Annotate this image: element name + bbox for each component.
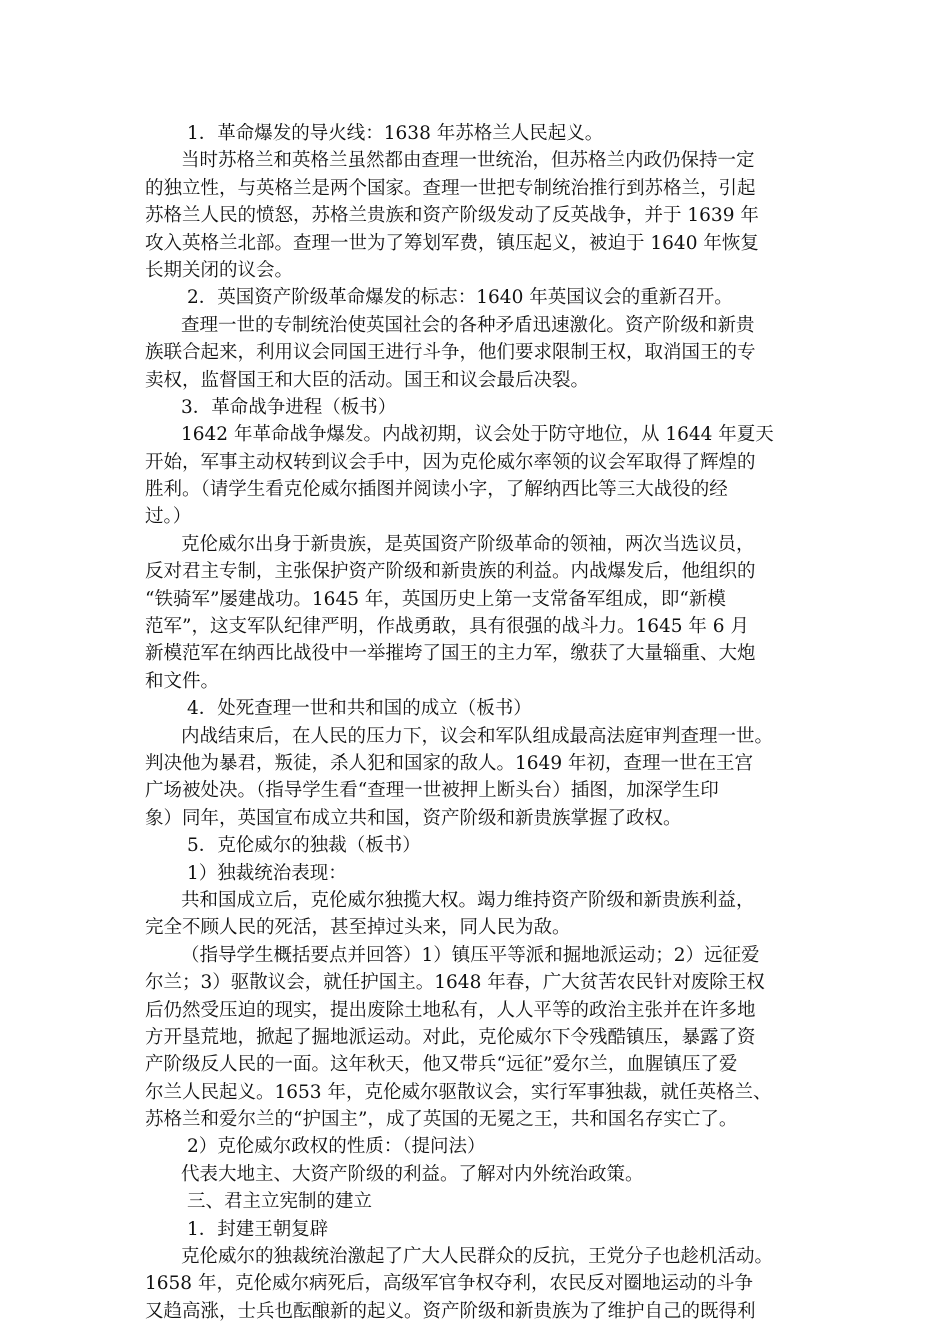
text-line: 又趋高涨，士兵也酝酿新的起义。资产阶级和新贵族为了维护自己的既得利 (145, 1300, 756, 1322)
text-line: 开始，军事主动权转到议会手中，因为克伦威尔率领的议会军取得了辉煌的 (145, 451, 756, 473)
text-line: 5．克伦威尔的独裁（板书） (187, 835, 421, 857)
text-line: 尔兰人民起义。1653 年，克伦威尔驱散议会，实行军事独裁，就任英格兰、 (145, 1081, 772, 1103)
text-line: 长期关闭的议会。 (145, 259, 294, 281)
text-line: 卖权，监督国王和大臣的活动。国王和议会最后决裂。 (145, 369, 590, 391)
text-line: 完全不顾人民的死活，甚至掉过头来，同人民为敌。 (145, 917, 571, 939)
text-line: 1．革命爆发的导火线：1638 年苏格兰人民起义。 (187, 123, 604, 144)
text-line: “铁骑军”屡建战功。1645 年，英国历史上第一支常备军组成，即“新模 (145, 588, 726, 610)
text-line: 反对君主专制，主张保护资产阶级和新贵族的利益。内战爆发后，他组织的 (145, 561, 756, 583)
text-line: 代表大地主、大资产阶级的利益。了解对内外统治政策。 (181, 1163, 644, 1185)
text-line: 4．处死查理一世和共和国的成立（板书） (187, 698, 532, 720)
text-line: 尔兰；3）驱散议会，就任护国主。1648 年春，广大贫苦农民针对废除王权 (145, 972, 765, 994)
text-line: （指导学生概括要点并回答）1）镇压平等派和掘地派运动；2）远征爱 (181, 944, 760, 966)
text-line: 2）克伦威尔政权的性质：（提问法） (187, 1136, 486, 1158)
text-line: 1．封建王朝复辟 (187, 1218, 329, 1240)
text-line: 攻入英格兰北部。查理一世为了筹划军费，镇压起义，被迫于 1640 年恢复 (145, 232, 759, 254)
text-line: 和文件。 (145, 670, 220, 692)
text-line: 三、君主立宪制的建立 (187, 1191, 373, 1213)
text-line: 1658 年，克伦威尔病死后，高级军官争权夺利，农民反对圈地运动的斗争 (145, 1273, 753, 1295)
text-line: 克伦威尔出身于新贵族，是英国资产阶级革命的领袖，两次当选议员， (181, 533, 755, 555)
text-line: 共和国成立后，克伦威尔独揽大权。竭力维持资产阶级和新贵族利益， (181, 889, 755, 911)
text-line: 范军”，这支军队纪律严明，作战勇敢，具有很强的战斗力。1645 年 6 月 (145, 616, 749, 638)
text-line: 广场被处决。（指导学生看“查理一世被押上断头台）插图，加深学生印 (145, 780, 719, 802)
text-line: 新模范军在纳西比战役中一举摧垮了国王的主力军，缴获了大量辎重、大炮 (145, 643, 756, 665)
text-line: 苏格兰人民的愤怒，苏格兰贵族和资产阶级发动了反英战争，并于 1639 年 (145, 205, 759, 227)
text-line: 方开垦荒地，掀起了掘地派运动。对此，克伦威尔下令残酷镇压，暴露了资 (145, 1026, 756, 1048)
text-line: 族联合起来，利用议会同国王进行斗争，他们要求限制王权，取消国王的专 (145, 342, 756, 364)
text-line: 产阶级反人民的一面。这年秋天，他又带兵“远征”爱尔兰，血腥镇压了爱 (145, 1054, 738, 1076)
text-line: 2．英国资产阶级革命爆发的标志：1640 年英国议会的重新召开。 (187, 287, 733, 309)
text-line: 过。） (145, 506, 192, 528)
text-line: 苏格兰和爱尔兰的“护国主”，成了英国的无冕之王，共和国名存实亡了。 (145, 1109, 738, 1131)
text-line: 象）同年，英国宣布成立共和国，资产阶级和新贵族掌握了政权。 (145, 807, 682, 829)
document-body (145, 120, 805, 1325)
text-line: 3．革命战争进程（板书） (181, 396, 397, 418)
text-line: 判决他为暴君，叛徒，杀人犯和国家的敌人。1649 年初，查理一世在王宫 (145, 752, 753, 774)
text-line: 当时苏格兰和英格兰虽然都由查理一世统治，但苏格兰内政仍保持一定 (181, 150, 755, 172)
text-line: 的独立性，与英格兰是两个国家。查理一世把专制统治推行到苏格兰，引起 (145, 177, 756, 199)
text-line: 1）独裁统治表现： (187, 862, 347, 884)
text-line: 1642 年革命战争爆发。内战初期，议会处于防守地位，从 1644 年夏天 (181, 424, 774, 446)
text-line: 克伦威尔的独裁统治激起了广大人民群众的反抗，王党分子也趁机活动。 (181, 1246, 774, 1268)
text-line: 后仍然受压迫的现实，提出废除土地私有，人人平等的政治主张并在许多地 (145, 999, 756, 1021)
text-line: 查理一世的专制统治使英国社会的各种矛盾迅速激化。资产阶级和新贵 (181, 314, 755, 336)
text-line: 胜利。（请学生看克伦威尔插图并阅读小字，了解纳西比等三大战役的经 (145, 479, 728, 501)
text-line: 内战结束后，在人民的压力下，议会和军队组成最高法庭审判查理一世。 (181, 725, 774, 747)
